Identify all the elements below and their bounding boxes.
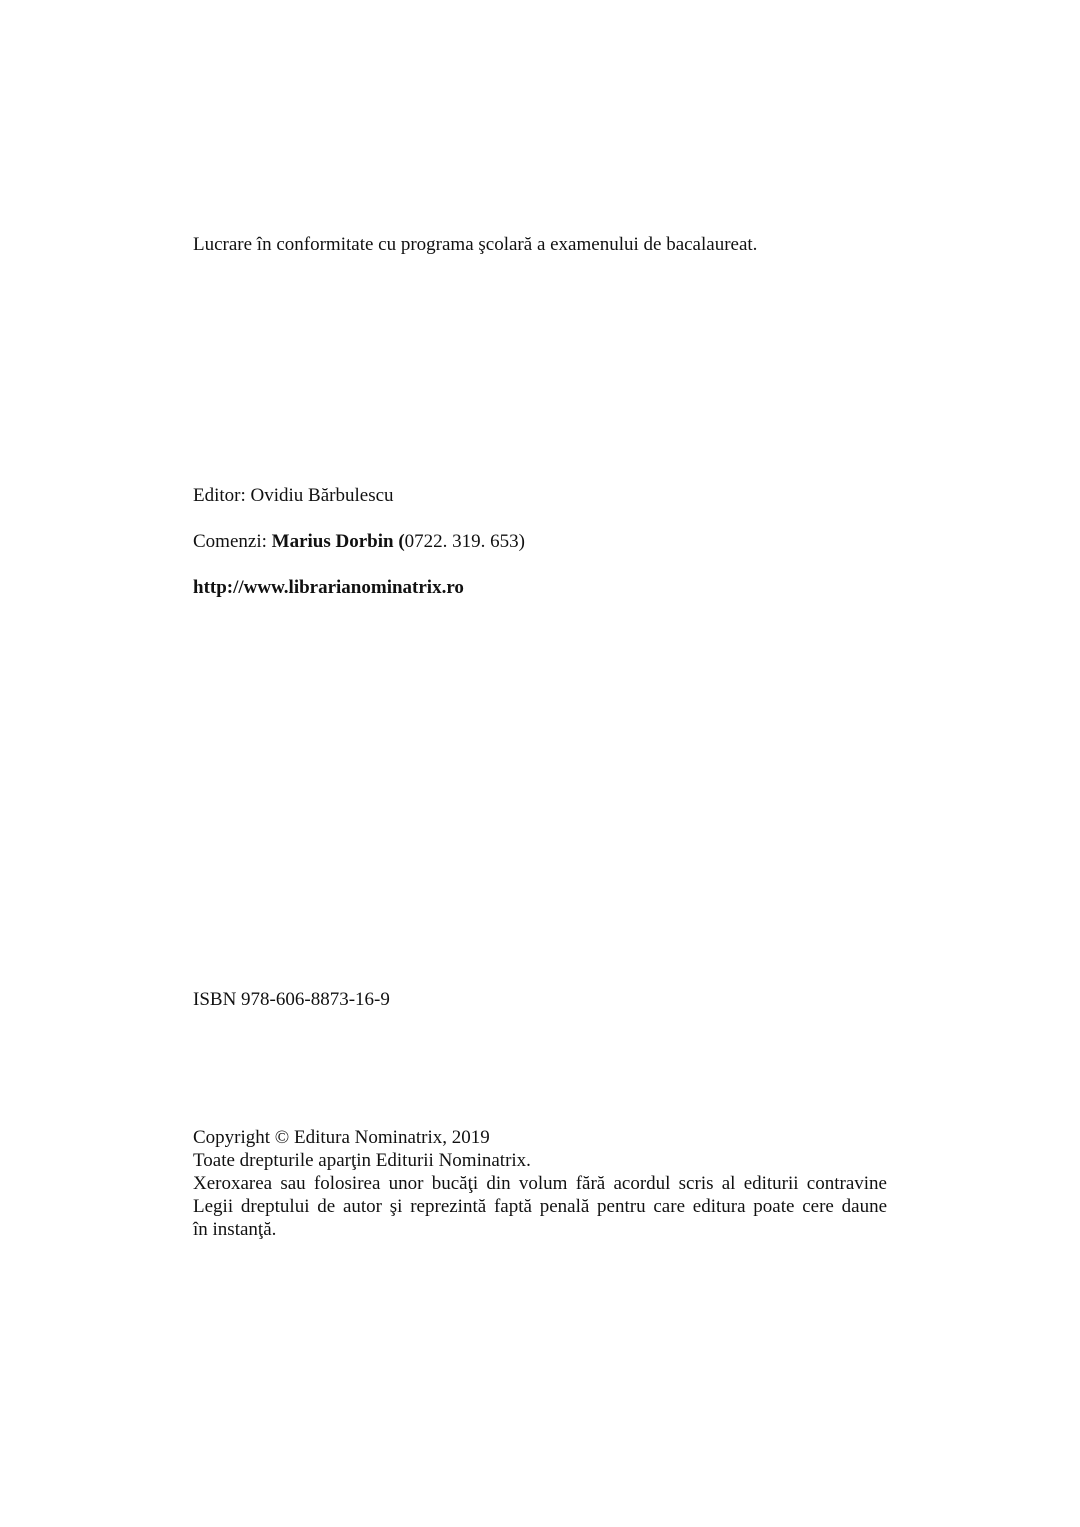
orders-phone: 0722. 319. 653): [404, 531, 525, 552]
editor-line: [193, 484, 394, 507]
rights-line: Toate drepturile aparţin Editurii Nominatrix.: [193, 1150, 531, 1171]
conformity-note: Lucrare în conformitate cu programa şcolară a examenului de bacalaureat.: [193, 234, 758, 255]
legal-notice-line-2: Legii dreptului de autor şi reprezintă faptă penală pentru care editura poate cere daune: [193, 1196, 887, 1217]
legal-notice-line-3: în instanţă.: [193, 1219, 277, 1240]
copyright-line: Copyright © Editura Nominatrix, 2019: [193, 1127, 490, 1148]
orders-label: Comenzi:: [193, 531, 272, 552]
copyright-block: [193, 1126, 893, 1241]
website-link[interactable]: http://www.librarianominatrix.ro: [193, 577, 464, 598]
editor-name: Ovidiu Bărbulescu: [250, 485, 394, 506]
orders-line: [193, 530, 525, 553]
isbn: ISBN 978-606-8873-16-9: [193, 989, 390, 1010]
orders-contact-name: Marius Dorbin (: [271, 531, 405, 552]
legal-notice-line-1: Xeroxarea sau folosirea unor bucăţi din volum fără acordul scris al editurii contravine: [193, 1173, 887, 1194]
editor-label: Editor:: [193, 485, 251, 506]
